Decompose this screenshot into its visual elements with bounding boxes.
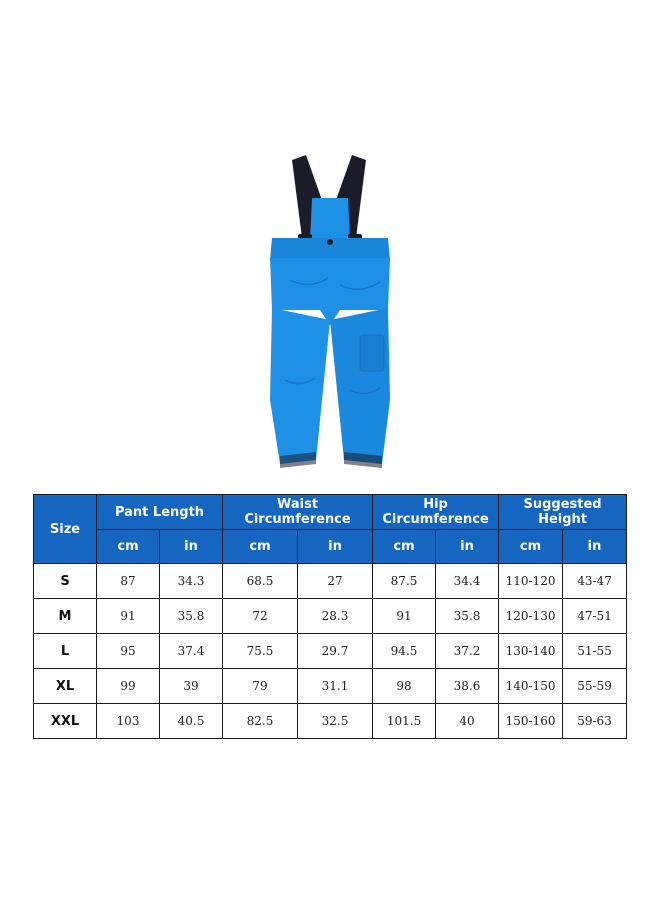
table-cell: 37.2 [436,634,499,669]
size-cell: L [34,634,97,669]
table-row [34,669,627,704]
table-cell: 31.1 [298,669,373,704]
table-cell: 38.6 [436,669,499,704]
size-chart-table [33,494,627,739]
table-cell: 91 [97,599,160,634]
height-cm-header: cm [499,530,563,564]
table-row [34,704,627,739]
table-cell: 82.5 [223,704,298,739]
size-cell: S [34,564,97,599]
size-header: Size [34,495,97,564]
table-cell: 47-51 [563,599,627,634]
pant-length-header: Pant Length [97,495,223,530]
hip-cm-header: cm [373,530,436,564]
height-in-header: in [563,530,627,564]
table-cell: 72 [223,599,298,634]
table-cell: 27 [298,564,373,599]
left-leg [270,308,330,464]
cargo-pocket [360,335,384,371]
waist-circumference-header: Waist Circumference [223,495,373,530]
hip-in-header: in [436,530,499,564]
table-cell: 87.5 [373,564,436,599]
table-cell: 34.4 [436,564,499,599]
table-cell: 51-55 [563,634,627,669]
table-cell: 98 [373,669,436,704]
hip-circumference-header: Hip Circumference [373,495,499,530]
table-cell: 94.5 [373,634,436,669]
table-cell: 40 [436,704,499,739]
table-cell: 34.3 [160,564,223,599]
table-cell: 110-120 [499,564,563,599]
table-cell: 35.8 [160,599,223,634]
table-row [34,564,627,599]
table-cell: 55-59 [563,669,627,704]
table-cell: 35.8 [436,599,499,634]
table-cell: 91 [373,599,436,634]
table-cell: 87 [97,564,160,599]
table-cell: 37.4 [160,634,223,669]
table-cell: 140-150 [499,669,563,704]
size-cell: XXL [34,704,97,739]
bib-front [310,198,350,240]
pant-length-in-header: in [160,530,223,564]
table-row [34,634,627,669]
ski-bib-pants-icon [240,150,420,480]
table-cell: 32.5 [298,704,373,739]
table-cell: 43-47 [563,564,627,599]
table-cell: 99 [97,669,160,704]
right-leg [330,308,390,464]
table-cell: 40.5 [160,704,223,739]
table-cell: 120-130 [499,599,563,634]
table-cell: 68.5 [223,564,298,599]
waist-in-header: in [298,530,373,564]
pant-length-cm-header: cm [97,530,160,564]
table-cell: 150-160 [499,704,563,739]
size-cell: XL [34,669,97,704]
table-cell: 59-63 [563,704,627,739]
table-row [34,599,627,634]
table-cell: 101.5 [373,704,436,739]
table-cell: 29.7 [298,634,373,669]
table-cell: 130-140 [499,634,563,669]
table-cell: 28.3 [298,599,373,634]
table-cell: 75.5 [223,634,298,669]
waist-button [327,239,333,245]
table-cell: 95 [97,634,160,669]
table-cell: 103 [97,704,160,739]
waist-cm-header: cm [223,530,298,564]
table-cell: 39 [160,669,223,704]
size-cell: M [34,599,97,634]
table-cell: 79 [223,669,298,704]
suggested-height-header: Suggested Height [499,495,627,530]
